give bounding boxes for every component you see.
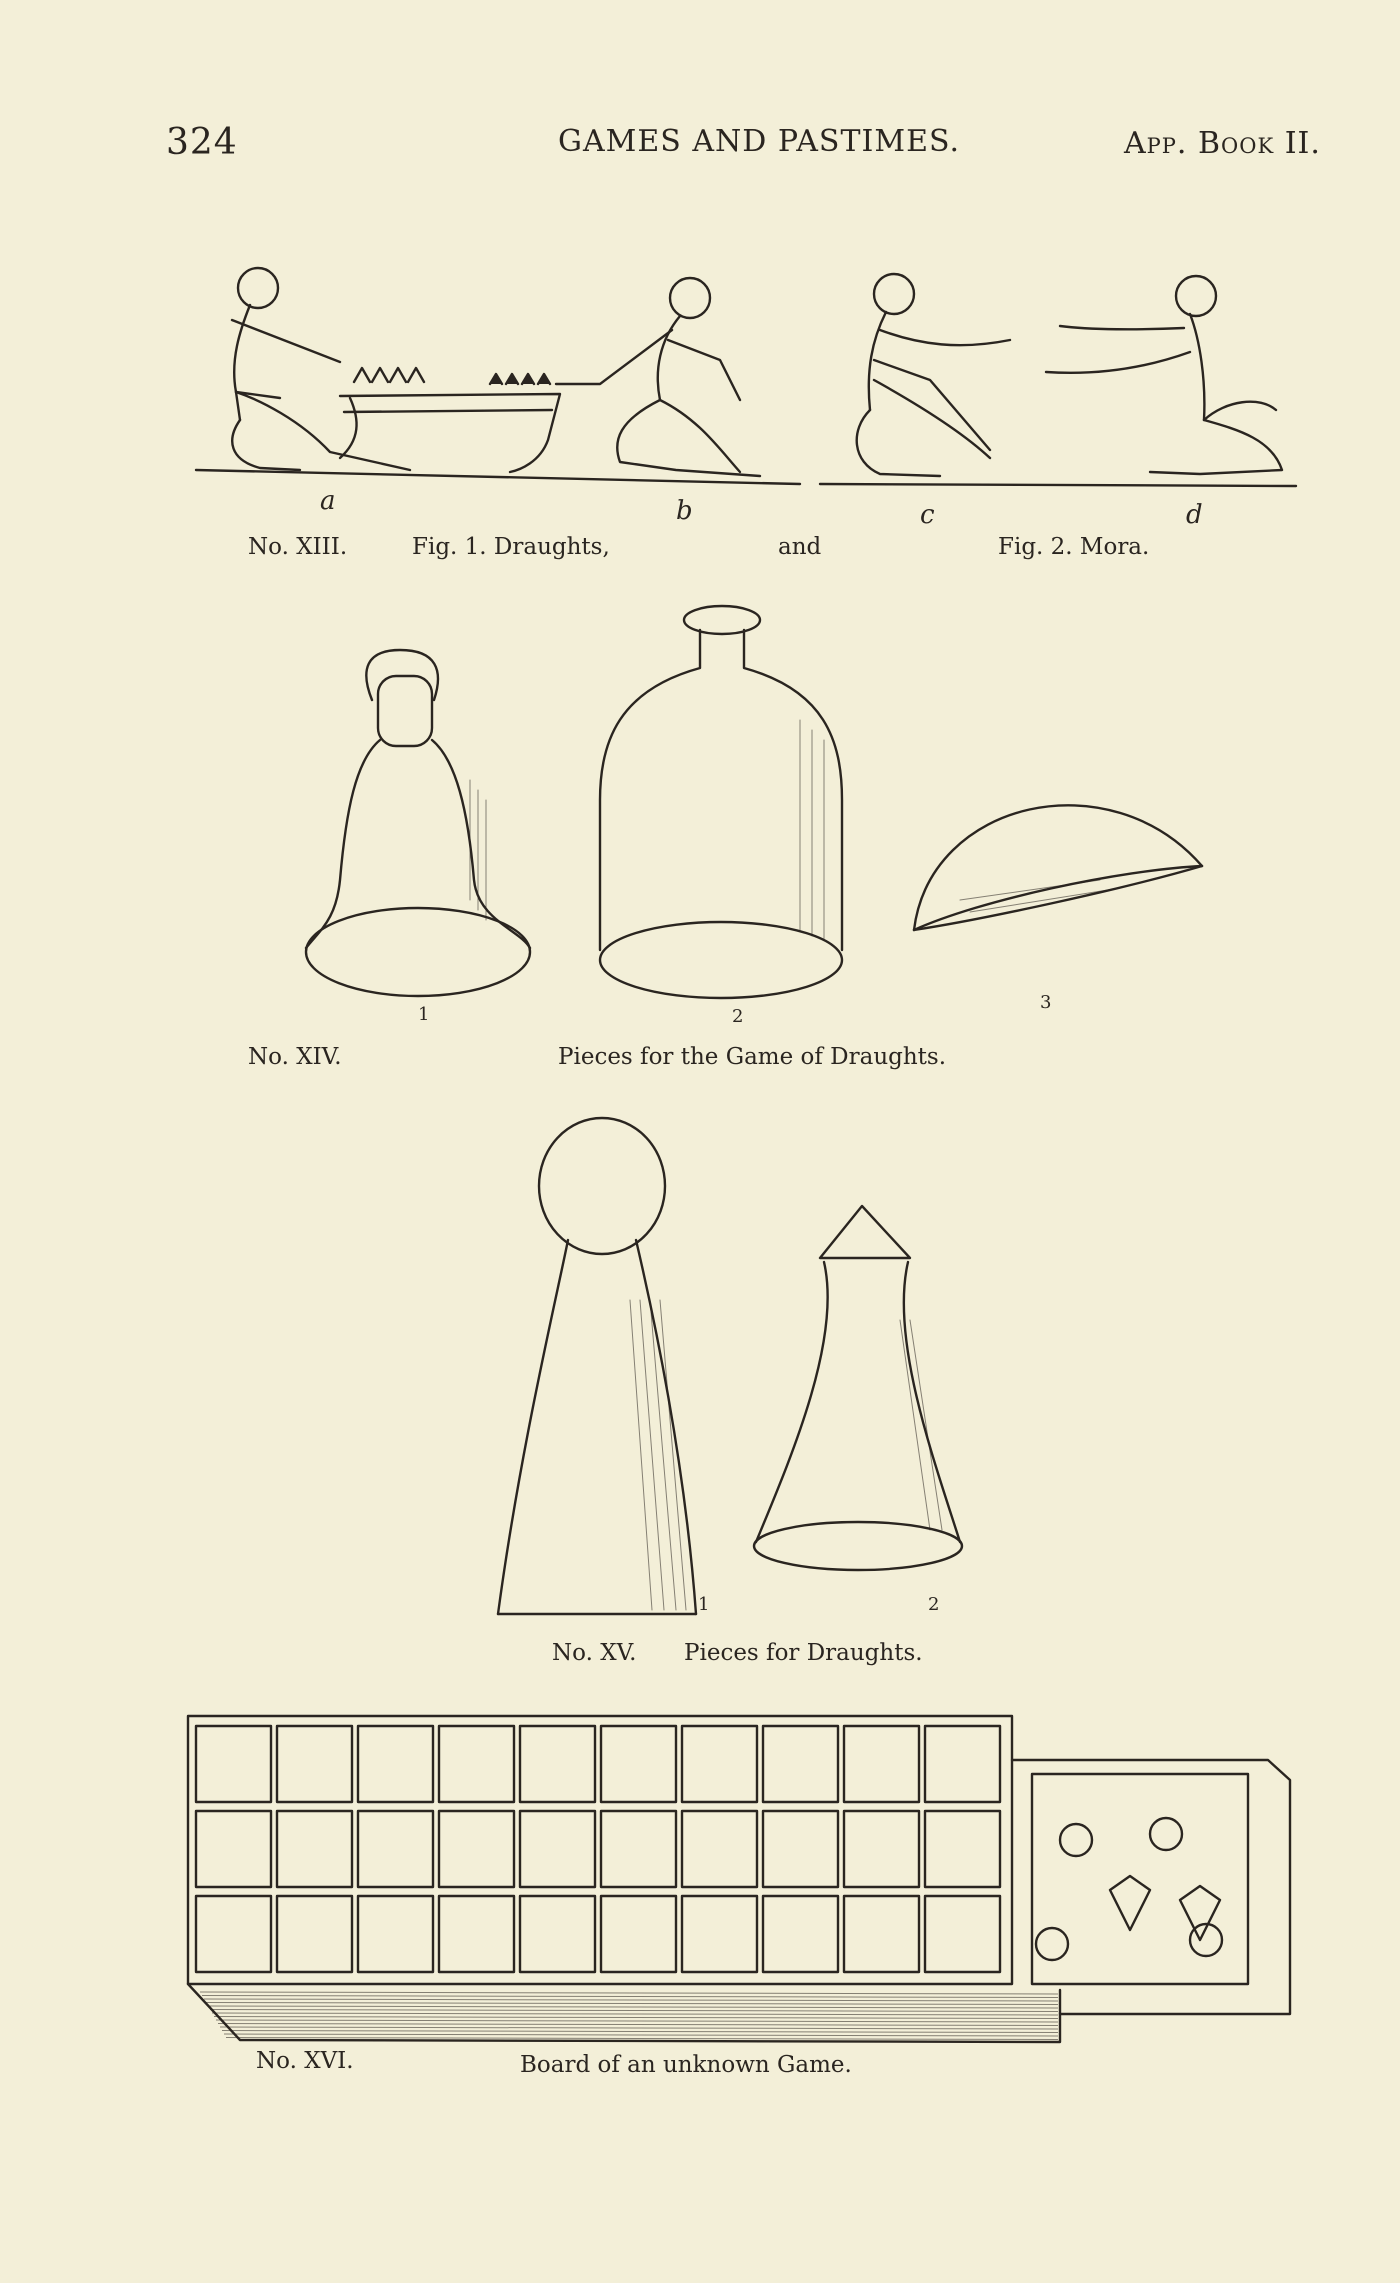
- board-square: [763, 1896, 838, 1972]
- plate-xvi-caption: Board of an unknown Game.: [520, 2052, 852, 2078]
- piece-number-3: 3: [1040, 992, 1052, 1013]
- board-square: [520, 1726, 595, 1802]
- board-square: [601, 1896, 676, 1972]
- letter-c: c: [920, 500, 935, 530]
- board-square: [763, 1811, 838, 1887]
- board-square: [196, 1726, 271, 1802]
- board-square: [925, 1726, 1000, 1802]
- board-square: [682, 1811, 757, 1887]
- board-square: [196, 1896, 271, 1972]
- board-square: [844, 1896, 919, 1972]
- board-square: [439, 1896, 514, 1972]
- section-label: App. Book II.: [1124, 126, 1321, 161]
- board-square: [682, 1896, 757, 1972]
- board-square: [358, 1896, 433, 1972]
- letter-a: a: [320, 486, 336, 516]
- page-number: 324: [166, 122, 238, 163]
- board-square: [925, 1811, 1000, 1887]
- plate-xiv-number: No. XIV.: [248, 1044, 342, 1070]
- running-title: GAMES AND PASTIMES.: [558, 124, 960, 159]
- board-square: [277, 1811, 352, 1887]
- fig1-label: Fig. 1. Draughts,: [412, 534, 610, 560]
- plate-xv-number: No. XV.: [552, 1640, 637, 1666]
- board-square: [277, 1726, 352, 1802]
- board-square: [439, 1726, 514, 1802]
- board-square: [925, 1896, 1000, 1972]
- board-square: [520, 1811, 595, 1887]
- fig2-label: Fig. 2. Mora.: [998, 534, 1150, 560]
- piece-xv-number-1: 1: [698, 1594, 710, 1615]
- board-square: [277, 1896, 352, 1972]
- piece-number-2: 2: [732, 1006, 744, 1027]
- board-square: [844, 1726, 919, 1802]
- board-square: [763, 1726, 838, 1802]
- board-square: [844, 1811, 919, 1887]
- board-square: [601, 1726, 676, 1802]
- board-square: [601, 1811, 676, 1887]
- board-square: [196, 1811, 271, 1887]
- board-square: [358, 1811, 433, 1887]
- letter-b: b: [676, 496, 693, 526]
- and-label: and: [778, 534, 822, 560]
- plate-xiv-caption: Pieces for the Game of Draughts.: [558, 1044, 947, 1070]
- plate-xvi-number: No. XVI.: [256, 2048, 354, 2074]
- board-square: [682, 1726, 757, 1802]
- letter-d: d: [1186, 500, 1203, 530]
- piece-xv-number-2: 2: [928, 1594, 940, 1615]
- plate-xv-caption: Pieces for Draughts.: [684, 1640, 923, 1666]
- board-square: [520, 1896, 595, 1972]
- board-square: [358, 1726, 433, 1802]
- board-square: [439, 1811, 514, 1887]
- drawer-pieces: [1036, 1818, 1222, 1960]
- piece-number-1: 1: [418, 1004, 430, 1025]
- plate-xiii-number: No. XIII.: [248, 534, 348, 560]
